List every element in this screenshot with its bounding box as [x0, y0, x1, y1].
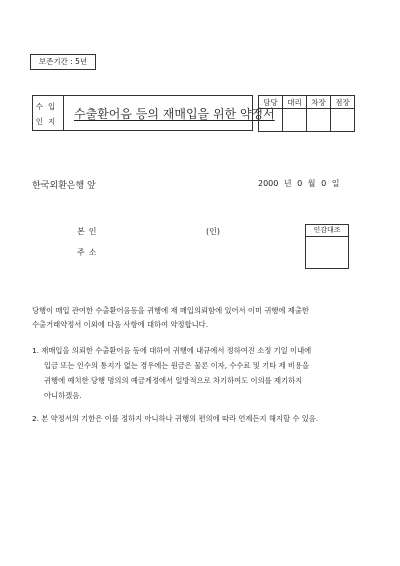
- approval-sign-cell: [283, 109, 307, 132]
- document-date: 2000 년 0 월 0 일: [258, 179, 340, 188]
- intro-line: 당행이 매입 관여한 수출환어음등을 귀행에 재 매입의뢰함에 있어서 이미 귀행에 제출한: [32, 306, 309, 315]
- addressee-bank: 한국외환은행 앞: [32, 181, 96, 191]
- seal-verification-box: [305, 224, 349, 269]
- clause-1-line: 아니하겠음.: [44, 391, 82, 400]
- approval-table: [258, 95, 355, 132]
- intro-line: 수출거래약정서 이외에 다음 사항에 대하여 약정합니다.: [32, 320, 209, 329]
- approval-header-assistant: 대리: [283, 96, 307, 109]
- seal-mark: (인): [206, 227, 220, 236]
- clause-1-line: 귀행에 예치한 당행 명의의 예금계정에서 일방적으로 차기하여도 이의를 제기하지: [44, 376, 303, 385]
- stamp-box-line2: 인지: [35, 117, 61, 126]
- revenue-stamp-box: [32, 95, 64, 131]
- approval-sign-cell: [307, 109, 331, 132]
- clause-1-line: 1. 재매입을 의뢰한 수출환어음 등에 대하여 귀행에 내규에서 정하여진 소정 기일 이내에: [32, 346, 312, 355]
- approval-sign-cell: [259, 109, 283, 132]
- clause-1-line: 입금 또는 인수의 통지가 없는 경우에는 원금은 물론 이자, 수수료 및 기타 제 비용을: [44, 361, 310, 370]
- principal-label: 본인: [77, 227, 101, 236]
- approval-header-deputy: 차장: [307, 96, 331, 109]
- stamp-box-line1: 수입: [35, 102, 61, 111]
- clause-2-line: 2. 본 약정서의 기한은 이를 정하지 아니하나 귀행의 편의에 따라 언제든지 해지할 수 있음.: [32, 414, 319, 423]
- seal-verification-header: 인감대조: [306, 225, 348, 237]
- address-label: 주소: [77, 248, 101, 257]
- document-title: 수출환어음 등의 재매입을 위한 약정서: [74, 107, 275, 121]
- approval-header-manager: 담당: [259, 96, 283, 109]
- approval-sign-cell: [331, 109, 355, 132]
- approval-header-branch-head: 점장: [331, 96, 355, 109]
- retention-period-label: 보존기간 : 5년: [30, 54, 96, 70]
